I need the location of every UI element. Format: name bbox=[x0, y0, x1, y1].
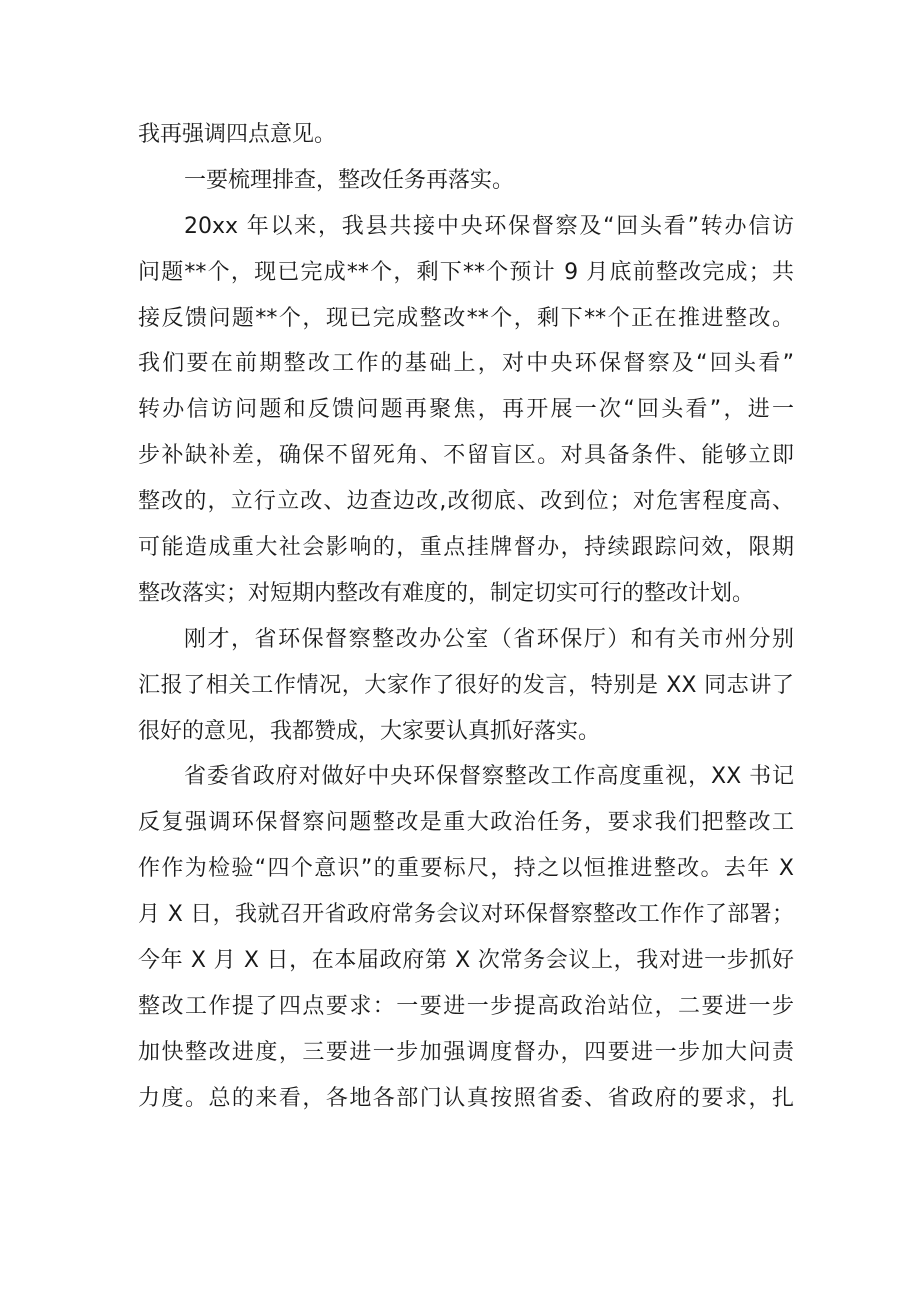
text-line: 整改工作提了四点要求：一要进一步提高政治站位，二要进一步 bbox=[138, 993, 794, 1019]
section-heading: 一要梳理排查，整改任务再落实。 bbox=[184, 167, 515, 193]
text-line: 接反馈问题**个，现已完成整改**个，剩下**个正在推进整改。 bbox=[138, 305, 794, 331]
text-line: 转办信访问题和反馈问题再聚焦，再开展一次“回头看”，进一 bbox=[138, 397, 794, 423]
text-line: 省委省政府对做好中央环保督察整改工作高度重视，XX 书记 bbox=[184, 764, 794, 790]
text-line: 反复强调环保督察问题整改是重大政治任务，要求我们把整改工 bbox=[138, 810, 794, 836]
text-line: 今年 X 月 X 日，在本届政府第 X 次常务会议上，我对进一步抓好 bbox=[138, 948, 794, 974]
text-line: 作作为检验“四个意识”的重要标尺，持之以恒推进整改。去年 X bbox=[138, 856, 794, 882]
text-line: 汇报了相关工作情况，大家作了很好的发言，特别是 XX 同志讲了 bbox=[138, 672, 794, 698]
text-line: 可能造成重大社会影响的，重点挂牌督办，持续跟踪问效，限期 bbox=[138, 535, 794, 561]
text-line: 我再强调四点意见。 bbox=[138, 122, 337, 147]
text-line: 我们要在前期整改工作的基础上，对中央环保督察及“回头看” bbox=[138, 351, 794, 377]
text-line: 问题**个，现已完成**个，剩下**个预计 9 月底前整改完成；共 bbox=[138, 259, 794, 285]
text-line: 整改落实；对短期内整改有难度的，制定切实可行的整改计划。 bbox=[138, 580, 755, 606]
text-line: 加快整改进度，三要进一步加强调度督办，四要进一步加大问责 bbox=[138, 1039, 794, 1065]
body-text bbox=[138, 112, 794, 1122]
text-line: 刚才，省环保督察整改办公室（省环保厅）和有关市州分别 bbox=[184, 626, 794, 652]
text-line: 很好的意见，我都赞成，大家要认真抓好落实。 bbox=[138, 718, 601, 744]
text-line: 月 X 日，我就召开省政府常务会议对环保督察整改工作作了部署； bbox=[138, 902, 794, 928]
text-line: 20xx 年以来，我县共接中央环保督察及“回头看”转办信访 bbox=[184, 213, 794, 239]
text-line: 步补缺补差，确保不留死角、不留盲区。对具备条件、能够立即 bbox=[138, 443, 794, 469]
text-line: 力度。总的来看，各地各部门认真按照省委、省政府的要求，扎 bbox=[138, 1085, 794, 1111]
text-line: 整改的，立行立改、边查边改,改彻底、改到位；对危害程度高、 bbox=[138, 489, 794, 515]
